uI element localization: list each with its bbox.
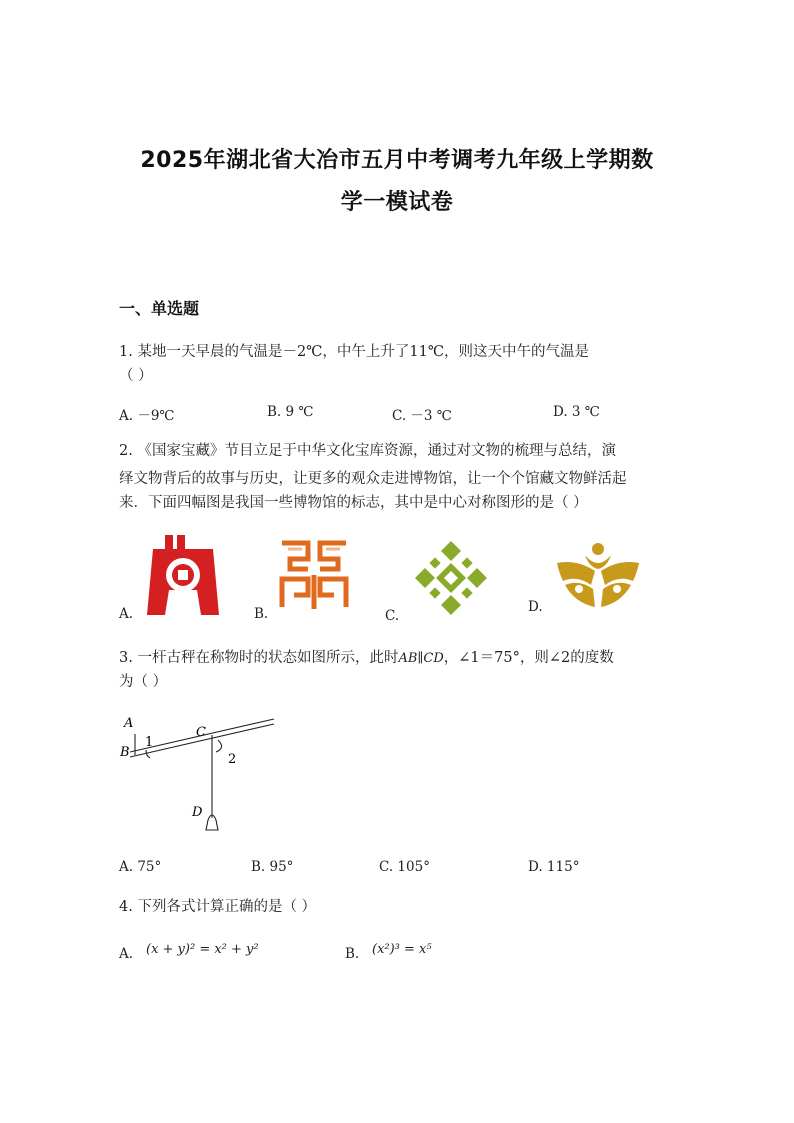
q2-option-b: B. xyxy=(254,606,269,622)
q2-option-c: C. xyxy=(385,608,400,624)
question-3-line2: 为（ ） xyxy=(119,674,168,690)
q4-option-b-label: B. xyxy=(345,946,360,962)
q3-text-pre: 3. 一杆古秤在称物时的状态如图所示，此时 xyxy=(119,650,399,666)
doc-title-line2: 学一模试卷 xyxy=(340,190,454,215)
museum-logo-a-icon xyxy=(143,535,223,619)
q3-option-c: C. 105° xyxy=(379,859,430,875)
label-d: D xyxy=(192,805,203,820)
q1-option-d: D. 3 ℃ xyxy=(553,404,600,420)
museum-logo-d-icon xyxy=(555,541,641,609)
label-c: C xyxy=(196,725,206,740)
q1-option-a: A. －9℃ xyxy=(119,408,175,424)
q4-option-a-expr: (x + y)² = x² + y² xyxy=(146,942,259,957)
question-1-paren: （ ） xyxy=(119,368,153,384)
question-1-text: 1. 某地一天早晨的气温是－2℃，中午上升了11℃，则这天中午的气温是 xyxy=(119,344,590,360)
q1-option-c: C. －3 ℃ xyxy=(392,408,452,424)
q3-condition: AB∥CD xyxy=(398,651,444,666)
angle-1-label: 1 xyxy=(145,735,154,750)
scale-diagram xyxy=(116,712,282,836)
q3-text-mid: ，∠1＝75°，则∠2的度数 xyxy=(443,650,614,666)
section-heading: 一、单选题 xyxy=(119,299,200,318)
museum-logo-c-icon xyxy=(411,539,491,617)
q4-option-a-label: A. xyxy=(119,946,134,962)
q4-option-b-expr: (x²)³ = x⁵ xyxy=(372,942,432,957)
question-4-text: 4. 下列各式计算正确的是（ ） xyxy=(119,899,317,915)
label-b: B xyxy=(120,745,130,760)
museum-logo-b-icon xyxy=(278,537,350,613)
q3-option-d: D. 115° xyxy=(528,859,580,875)
q3-option-b: B. 95° xyxy=(251,859,294,875)
q3-option-a: A. 75° xyxy=(119,859,162,875)
doc-title-line1: 2025年湖北省大冶市五月中考调考九年级上学期数 xyxy=(140,148,654,173)
label-a: A xyxy=(124,716,134,731)
question-2-line3: 来．下面四幅图是我国一些博物馆的标志，其中是中心对称图形的是（ ） xyxy=(119,495,588,511)
angle-2-label: 2 xyxy=(228,752,237,767)
q2-option-a: A. xyxy=(119,606,134,622)
q1-option-b: B. 9 ℃ xyxy=(267,404,314,420)
question-2-line2: 绎文物背后的故事与历史，让更多的观众走进博物馆，让一个个馆藏文物鲜活起 xyxy=(119,471,627,487)
q2-option-d: D. xyxy=(528,599,543,615)
question-2-line1: 2. 《国家宝藏》节目立足于中华文化宝库资源，通过对文物的梳理与总结，演 xyxy=(119,443,616,459)
